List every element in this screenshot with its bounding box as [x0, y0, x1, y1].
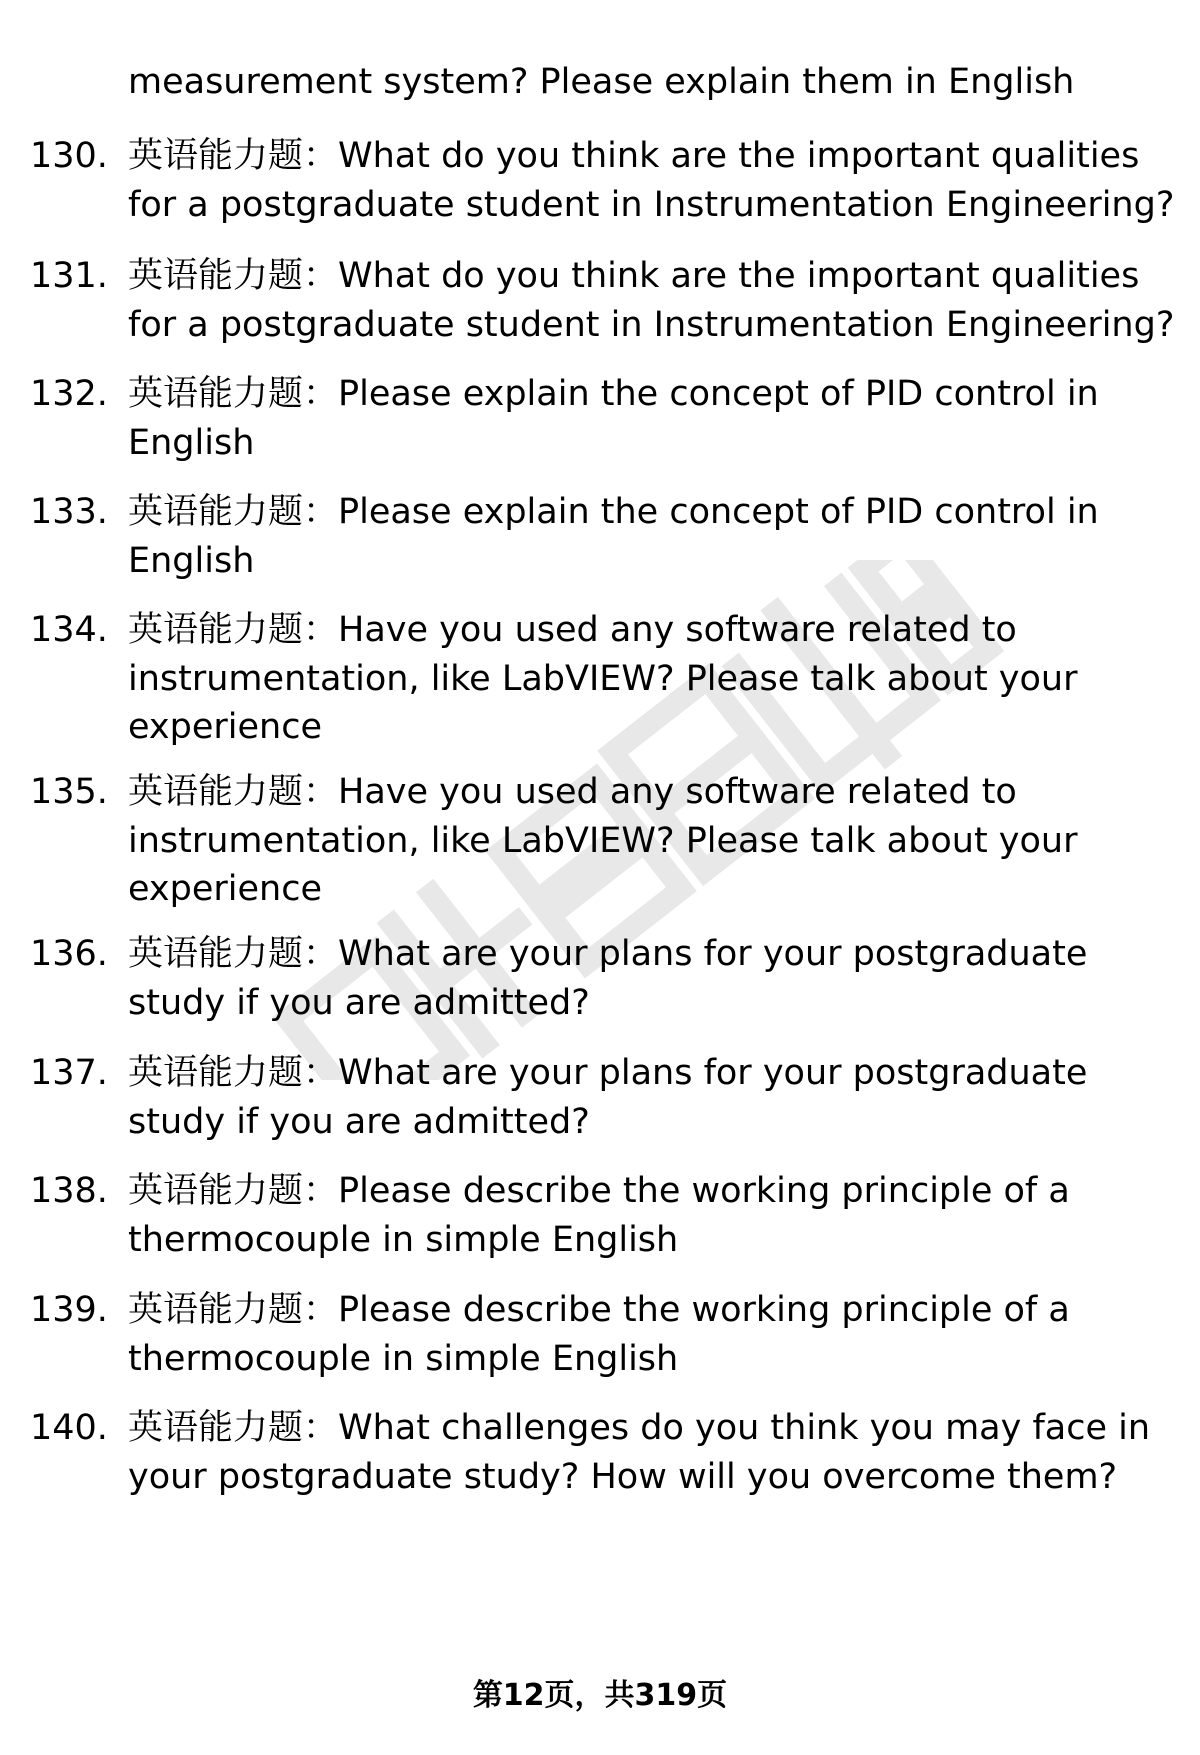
question-text-line: experience	[128, 707, 322, 747]
question-number: 135.	[30, 772, 108, 812]
question-number: 138.	[30, 1171, 108, 1211]
question-text-line: your postgraduate study? How will you overcome them?	[128, 1456, 1118, 1497]
question-text-line: study if you are admitted?	[128, 1101, 590, 1142]
question-text	[128, 1049, 1168, 1146]
question-text-line: instrumentation, like LabVIEW? Please talk about your	[128, 658, 1078, 699]
question-number: 134.	[30, 610, 108, 650]
question-text	[128, 606, 1168, 752]
question-number: 140.	[30, 1408, 108, 1448]
question-text-line: English	[128, 540, 255, 581]
question-number: 132.	[30, 374, 108, 414]
page-footer: 第12页，共319页	[472, 1678, 728, 1713]
question-text-line: study if you are admitted?	[128, 982, 590, 1023]
question-text-line: English	[128, 422, 255, 463]
question-text-line: thermocouple in simple English	[128, 1219, 679, 1260]
question-text-line: 英语能力题：Please describe the working principle of a	[128, 1171, 1070, 1211]
question-text-line: 英语能力题：Please describe the working principle of a	[128, 1290, 1070, 1330]
question-text	[128, 1286, 1168, 1383]
question-text-line: 英语能力题：Have you used any software related to	[128, 772, 1017, 812]
continued-question-text: measurement system? Please explain them in English	[128, 62, 1075, 102]
question-text-line: 英语能力题：Have you used any software related to	[128, 610, 1017, 650]
question-text-line: 英语能力题：What are your plans for your postgraduate	[128, 1053, 1088, 1093]
question-number: 139.	[30, 1290, 108, 1330]
question-text	[128, 768, 1168, 914]
question-text-line: for a postgraduate student in Instrumentation Engineering?	[128, 184, 1175, 225]
question-text-line: instrumentation, like LabVIEW? Please talk about your	[128, 820, 1078, 861]
question-number: 133.	[30, 492, 108, 532]
question-number: 137.	[30, 1053, 108, 1093]
question-text	[128, 1167, 1168, 1264]
question-text-line: thermocouple in simple English	[128, 1338, 679, 1379]
question-text	[128, 1404, 1168, 1501]
question-number: 136.	[30, 934, 108, 974]
question-text-line: 英语能力题：What are your plans for your postgraduate	[128, 934, 1088, 974]
question-text	[128, 132, 1175, 229]
question-number: 130.	[30, 136, 108, 176]
question-number: 131.	[30, 256, 108, 296]
question-text-line: 英语能力题：What do you think are the important qualities	[128, 136, 1140, 176]
question-text-line: 英语能力题：Please explain the concept of PID control in	[128, 492, 1099, 532]
question-text	[128, 930, 1168, 1027]
question-text-line: 英语能力题：What do you think are the important qualities	[128, 256, 1140, 296]
question-text-line: 英语能力题：Please explain the concept of PID control in	[128, 374, 1099, 414]
question-text-line: 英语能力题：What challenges do you think you may face in	[128, 1408, 1151, 1448]
question-text-line: for a postgraduate student in Instrumentation Engineering?	[128, 304, 1175, 345]
question-text	[128, 488, 1168, 585]
question-text	[128, 370, 1168, 467]
question-text	[128, 252, 1175, 349]
question-text-line: experience	[128, 869, 322, 909]
